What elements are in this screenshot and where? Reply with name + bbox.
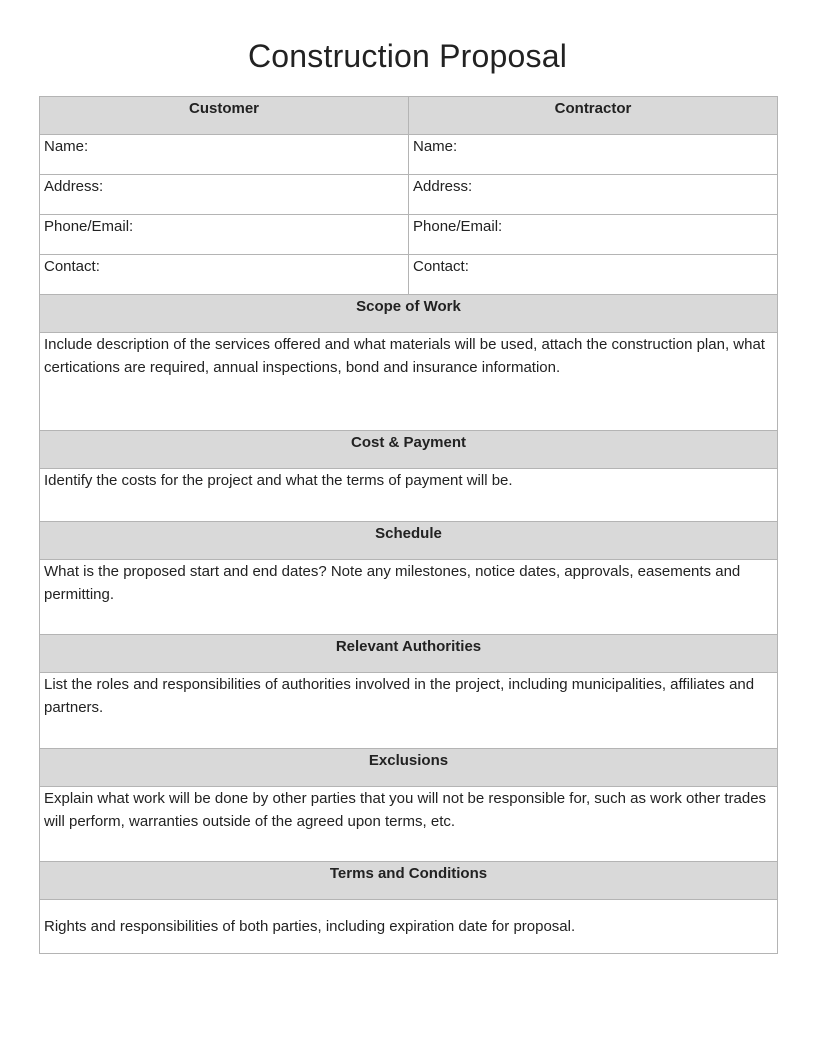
address-row [40, 175, 778, 215]
contractor-header: Contractor [409, 97, 778, 135]
contractor-contact-field[interactable]: Contact: [409, 255, 778, 295]
customer-address-field[interactable]: Address: [40, 175, 409, 215]
exclusions-heading: Exclusions [40, 749, 778, 787]
schedule-heading: Schedule [40, 522, 778, 560]
customer-phone-email-field[interactable]: Phone/Email: [40, 215, 409, 255]
customer-header: Customer [40, 97, 409, 135]
relevant-authorities-heading: Relevant Authorities [40, 635, 778, 673]
terms-conditions-text[interactable]: Rights and responsibilities of both parties, including expiration date for proposal. [40, 900, 778, 954]
document-title: Construction Proposal [247, 38, 568, 74]
exclusions-text[interactable]: Explain what work will be done by other parties that you will not be responsible for, such as work other trades will perform, warranties outside of the agreed upon terms, etc. [40, 787, 778, 862]
scope-of-work-heading: Scope of Work [40, 295, 778, 333]
contractor-phone-email-field[interactable]: Phone/Email: [409, 215, 778, 255]
customer-name-field[interactable]: Name: [40, 135, 409, 175]
customer-contact-field[interactable]: Contact: [40, 255, 409, 295]
name-row [40, 135, 778, 175]
contractor-address-field[interactable]: Address: [409, 175, 778, 215]
scope-of-work-text[interactable]: Include description of the services offered and what materials will be used, attach the construction plan, what certications are required, annual inspections, bond and insurance information. [40, 333, 778, 431]
terms-conditions-heading: Terms and Conditions [40, 862, 778, 900]
cost-payment-text[interactable]: Identify the costs for the project and what the terms of payment will be. [40, 469, 778, 522]
contractor-name-field[interactable]: Name: [409, 135, 778, 175]
proposal-table [39, 96, 778, 954]
relevant-authorities-text[interactable]: List the roles and responsibilities of authorities involved in the project, including municipalities, affiliates and partners. [40, 673, 778, 749]
schedule-text[interactable]: What is the proposed start and end dates? Note any milestones, notice dates, approvals, easements and permitting. [40, 560, 778, 635]
phone-email-row [40, 215, 778, 255]
contact-row [40, 255, 778, 295]
cost-payment-heading: Cost & Payment [40, 431, 778, 469]
parties-header-row [40, 97, 778, 135]
